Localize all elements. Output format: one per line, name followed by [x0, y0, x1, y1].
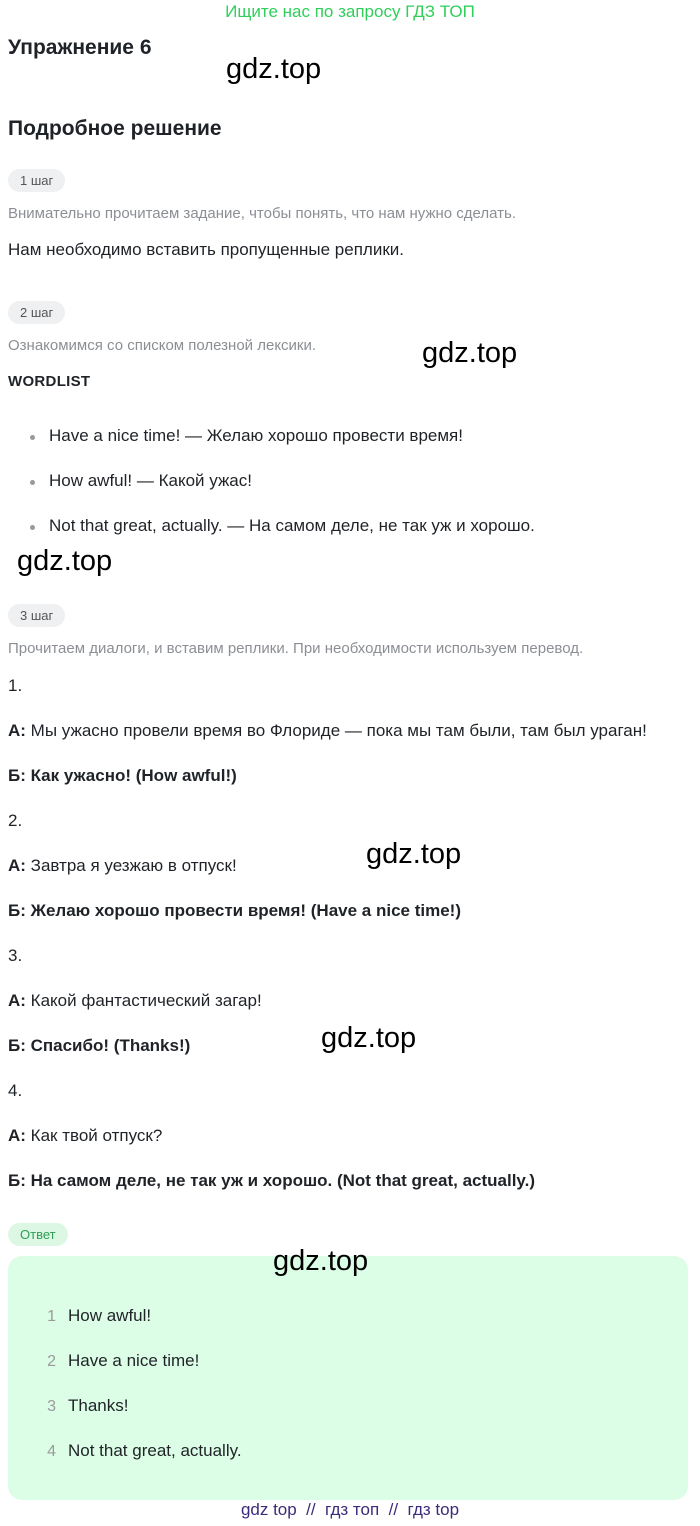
answer-pill: Ответ: [8, 1223, 68, 1246]
wordlist-item: Have a nice time! — Желаю хорошо провести время!: [49, 426, 463, 445]
dialogue-line-b: Б: Как ужасно! (How awful!): [8, 766, 237, 785]
bullet-icon: [30, 480, 35, 485]
step-3-pill: 3 шаг: [8, 604, 65, 627]
answer-item: How awful!: [68, 1306, 152, 1325]
bullet-icon: [30, 525, 35, 530]
answer-item: Have a nice time!: [68, 1351, 200, 1370]
step-2-hint: Ознакомимся со списком полезной лексики.: [8, 337, 317, 354]
watermark: gdz.top: [273, 1245, 369, 1277]
step-1-text: Нам необходимо вставить пропущенные реплики.: [8, 240, 404, 259]
wordlist-title: WORDLIST: [8, 373, 91, 390]
answer-number: 1: [47, 1308, 56, 1325]
dialogue-number: 4.: [8, 1081, 23, 1100]
dialogue-line-a: А: Завтра я уезжаю в отпуск!: [8, 856, 237, 875]
dialogue-line-a: А: Как твой отпуск?: [8, 1126, 163, 1145]
dialogue-line-b: Б: Желаю хорошо провести время! (Have a nice time!): [8, 901, 461, 920]
dialogue-line-b: Б: Спасибо! (Thanks!): [8, 1036, 191, 1055]
dialogue-line-a: А: Какой фантастический загар!: [8, 991, 262, 1010]
dialogue-line-b: Б: На самом деле, не так уж и хорошо. (Not that great, actually.): [8, 1171, 535, 1190]
answer-box: [8, 1256, 688, 1500]
exercise-title: Упражнение 6: [8, 36, 152, 59]
dialogue-number: 2.: [8, 811, 23, 830]
dialogue-number: 1.: [8, 676, 23, 695]
wordlist-item: Not that great, actually. — На самом деле, не так уж и хорошо.: [49, 516, 535, 535]
solution-title: Подробное решение: [8, 117, 222, 140]
watermark: gdz.top: [17, 545, 113, 577]
dialogue-line-a: А: Мы ужасно провели время во Флориде — пока мы там были, там был ураган!: [8, 721, 647, 740]
dialogue-number: 3.: [8, 946, 23, 965]
step-2-pill: 2 шаг: [8, 301, 65, 324]
watermark: gdz.top: [422, 337, 518, 369]
watermark: gdz.top: [226, 53, 322, 85]
bullet-icon: [30, 435, 35, 440]
answer-number: 3: [47, 1398, 56, 1415]
watermark: gdz.top: [366, 838, 462, 870]
answer-item: Thanks!: [68, 1396, 129, 1415]
watermark: gdz.top: [321, 1022, 417, 1054]
step-1-hint: Внимательно прочитаем задание, чтобы понять, что нам нужно сделать.: [8, 205, 517, 222]
top-banner: Ищите нас по запросу ГДЗ ТОП: [225, 2, 475, 21]
answer-number: 2: [47, 1353, 56, 1370]
answer-item: Not that great, actually.: [68, 1441, 242, 1460]
answer-number: 4: [47, 1443, 56, 1460]
step-3-hint: Прочитаем диалоги, и вставим реплики. При необходимости используем перевод.: [8, 640, 584, 657]
footer-links: gdz top // гдз топ // гдз top: [240, 1500, 460, 1519]
step-1-pill: 1 шаг: [8, 169, 65, 192]
wordlist-item: How awful! — Какой ужас!: [49, 471, 252, 490]
